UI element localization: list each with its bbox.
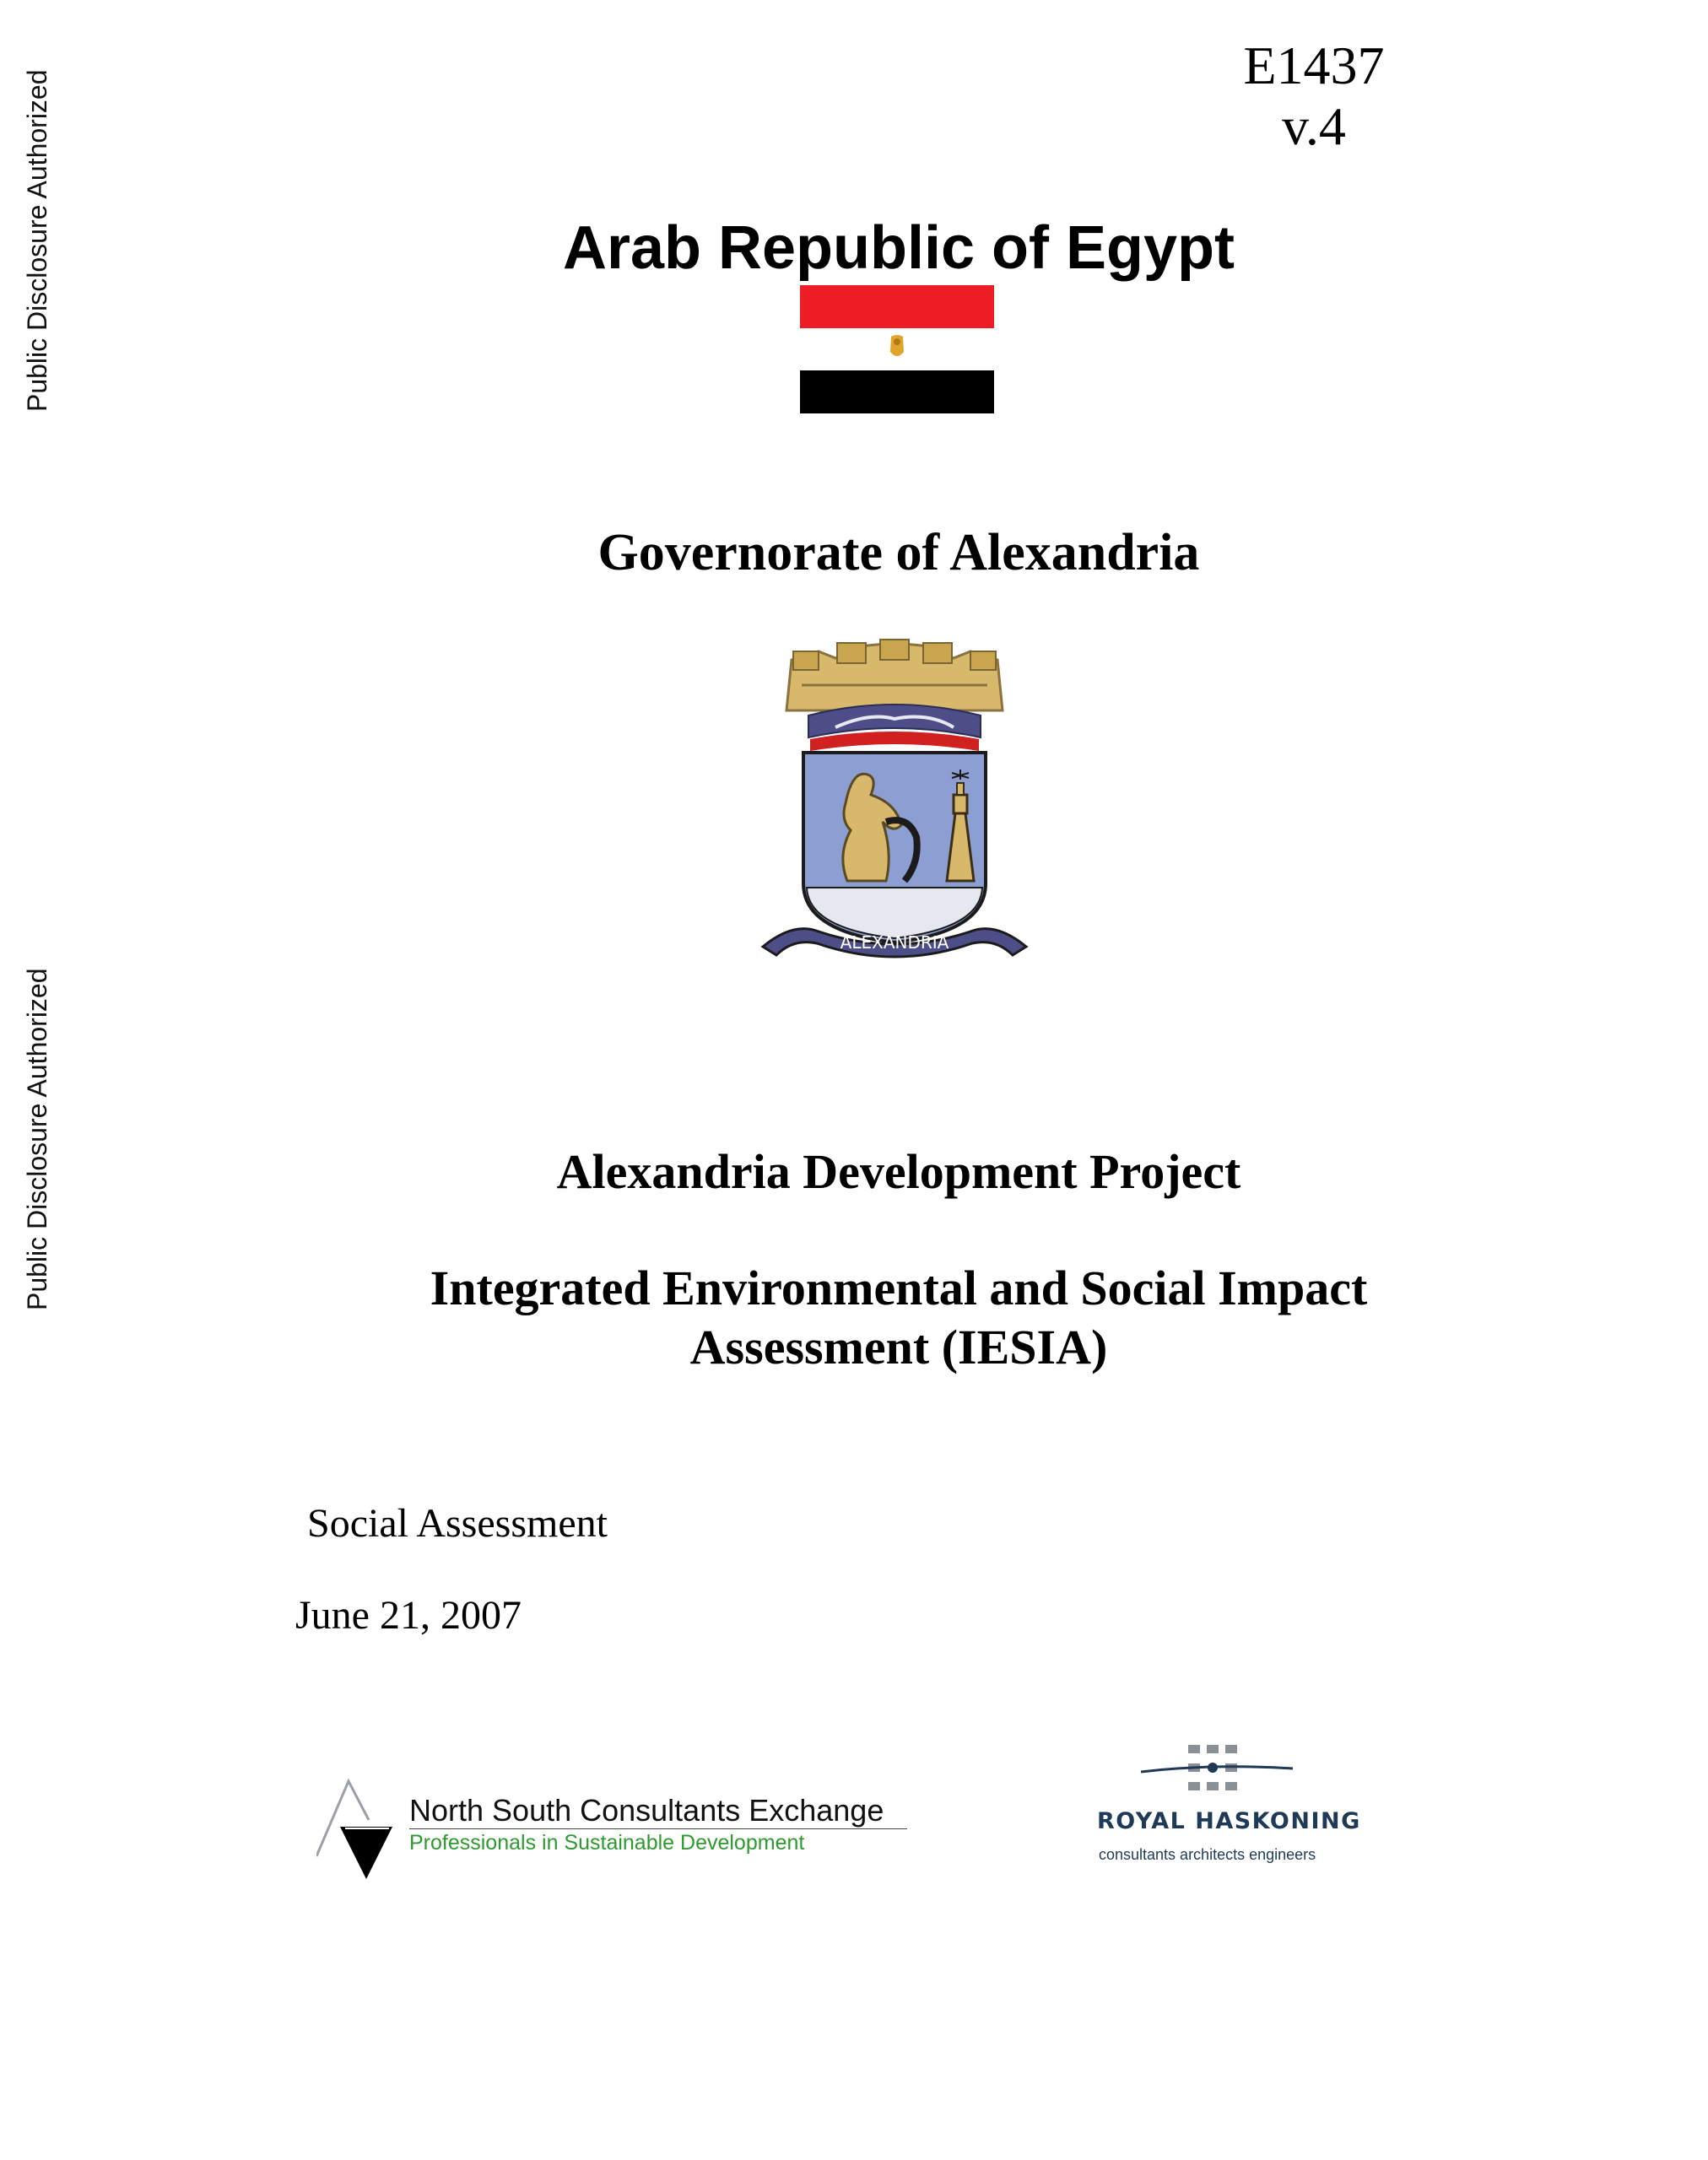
royal-haskoning-tagline: consultants architects engineers [1099,1846,1316,1863]
nsce-name: North South Consultants Exchange [409,1793,884,1828]
report-id-block [1204,35,1424,156]
royal-haskoning-name: ROYAL HASKONING [1097,1808,1361,1834]
document-date: June 21, 2007 [295,1593,522,1638]
report-volume: v.4 [1282,95,1346,156]
nsce-triangle-icon [316,1776,409,1886]
crest-banner-text: ALEXANDRIA [840,932,949,953]
governorate-title: Governorate of Alexandria [597,524,1200,581]
project-title: Alexandria Development Project [556,1144,1241,1199]
alexandria-crest-icon [759,634,1030,972]
disclosure-stamp-top: Public Disclosure Authorized [22,69,52,412]
royal-haskoning-logo [1089,1738,1367,1873]
nsce-tagline: Professionals in Sustainable Development [409,1828,907,1855]
royal-haskoning-grid-icon [1089,1738,1367,1806]
egypt-flag-icon [800,285,994,413]
nsce-logo [316,1776,907,1886]
study-title [0,1259,1708,1377]
study-title-line1: Integrated Environmental and Social Impact [430,1261,1368,1315]
document-subtitle: Social Assessment [307,1501,608,1546]
country-title: Arab Republic of Egypt [562,214,1235,282]
disclosure-stamp-bottom: Public Disclosure Authorized [22,968,52,1310]
study-title-line2: Assessment (IESIA) [689,1320,1108,1374]
report-number: E1437 [1243,35,1385,95]
